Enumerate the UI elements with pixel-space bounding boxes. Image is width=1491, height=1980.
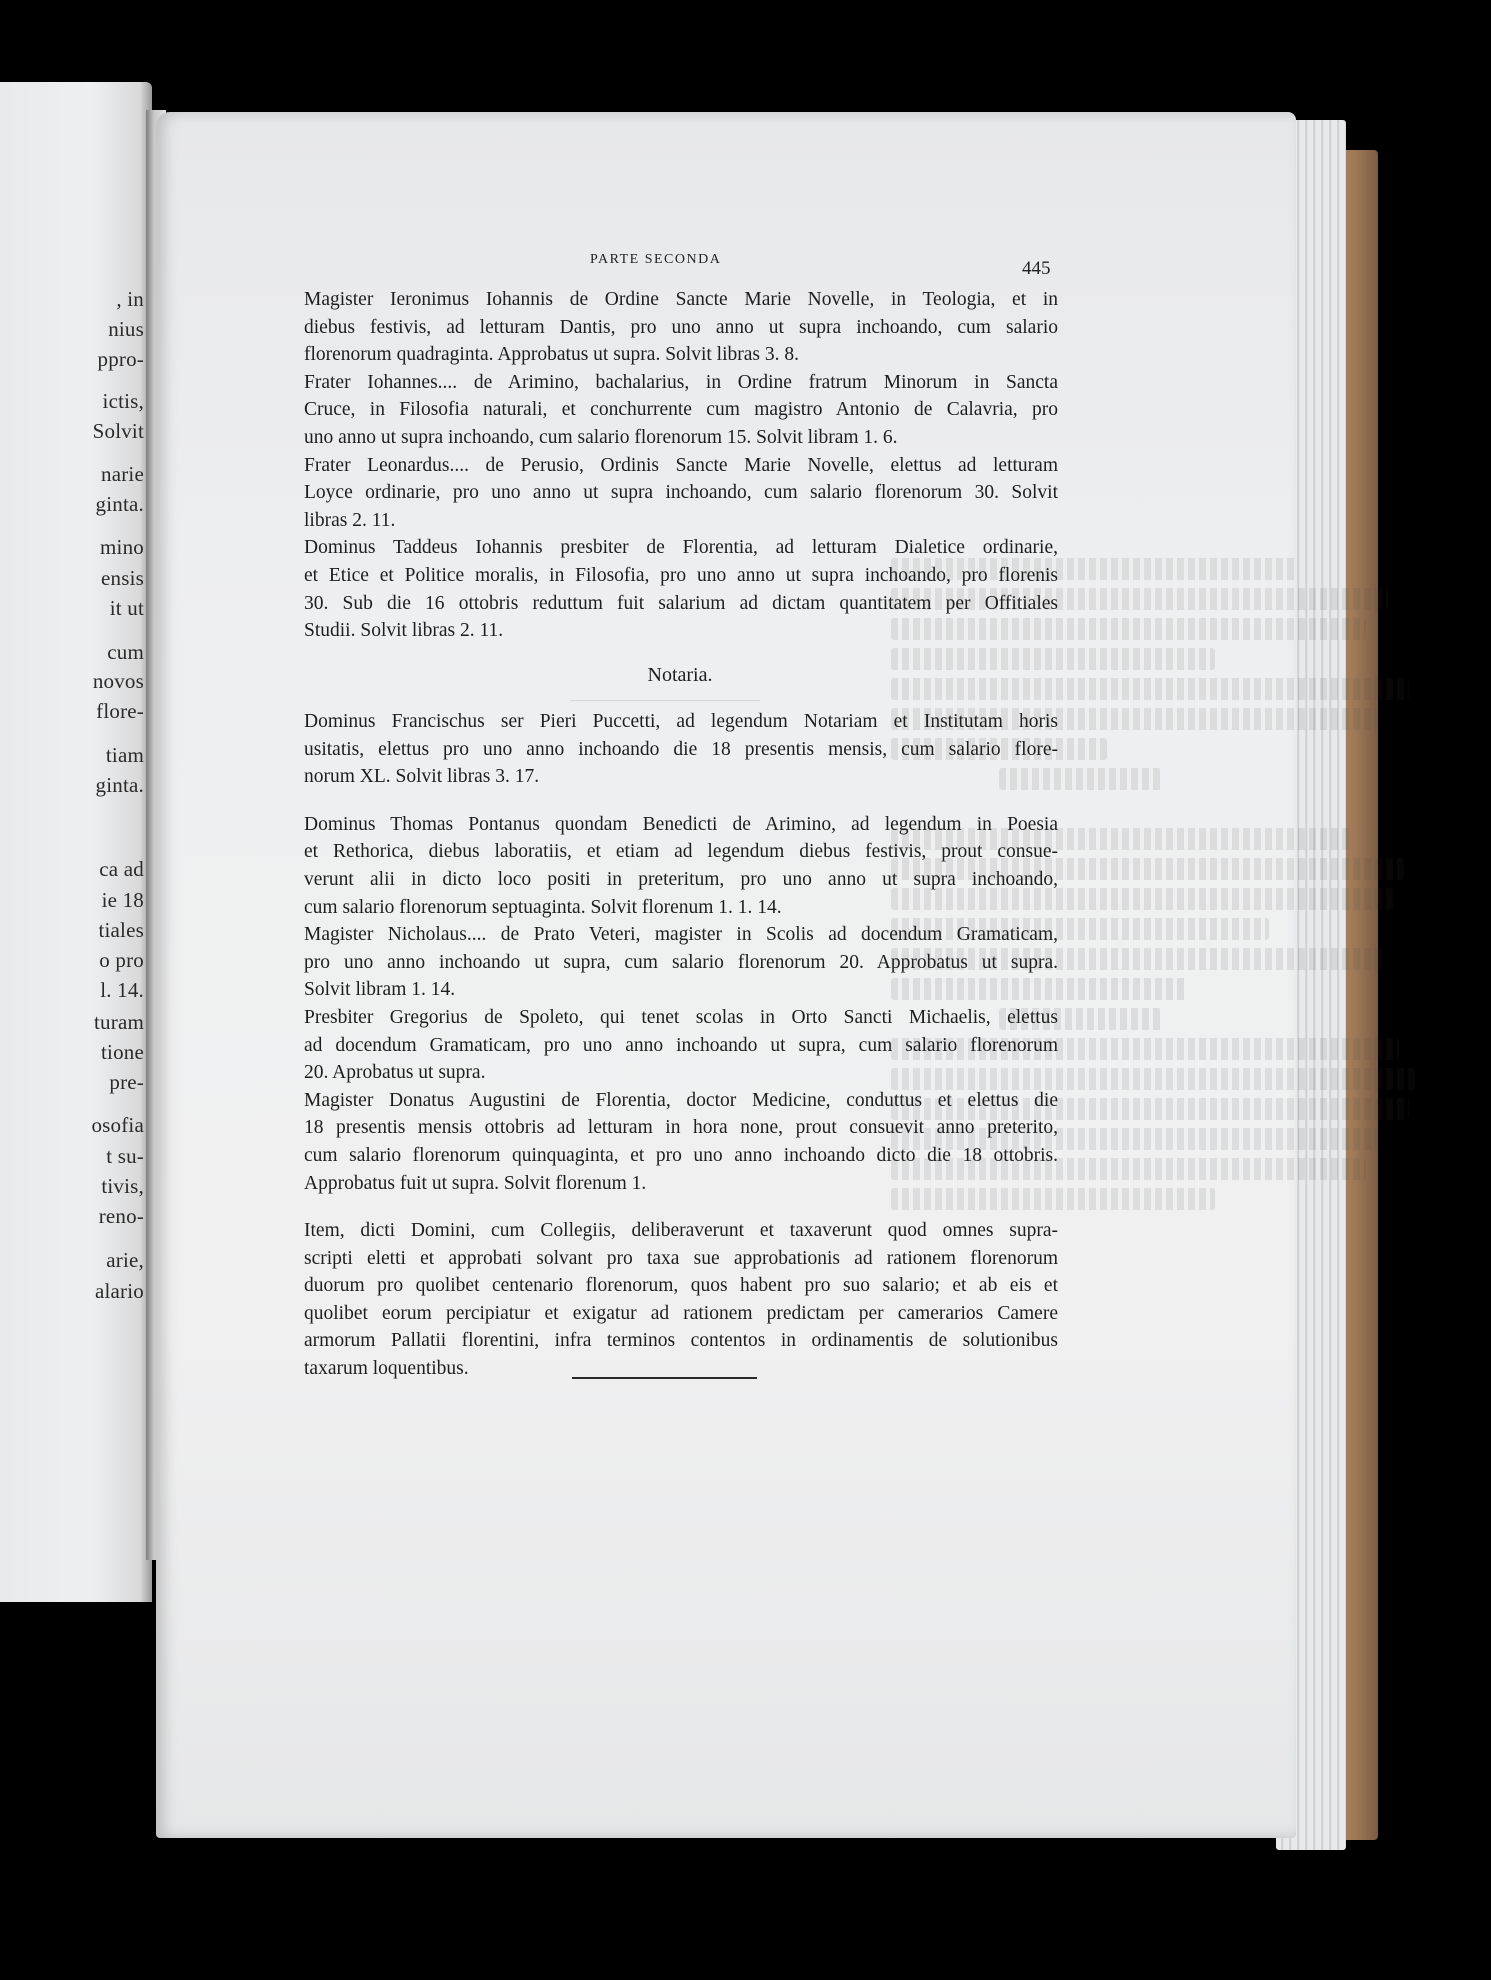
left-page-fragment: mino — [100, 535, 144, 559]
entry-paragraph — [304, 921, 1058, 1004]
text-line: duorum pro quolibet centenario florenorum, quos habent pro suo salario; et ab eis et — [304, 1275, 1058, 1297]
left-page-fragment: , in — [116, 287, 144, 311]
left-page — [0, 82, 152, 1602]
entries-bottom — [304, 708, 1058, 1383]
text-line: Dominus Francischus ser Pieri Puccetti, ad legendum Notariam et Institutam horis — [304, 711, 1058, 732]
text-line: Item, dicti Domini, cum Collegiis, deliberaverunt et taxaverunt quod omnes supra- — [304, 1220, 1058, 1242]
left-page-fragment: tivis, — [101, 1174, 144, 1198]
text-line: Magister Nicholaus.... de Prato Veteri, magister in Scolis ad docendum Gramaticam, — [304, 924, 1058, 946]
text-line: 20. Aprobatus ut supra. — [304, 1062, 486, 1084]
text-line: uno anno ut supra inchoando, cum salario florenorum 15. Solvit libram 1. 6. — [304, 426, 898, 448]
text-line: Dominus Taddeus Iohannis presbiter de Florentia, ad letturam Dialetice ordinarie, — [304, 537, 1058, 559]
text-line: Cruce, in Filosofia naturali, et conchurrente cum magistro Antonio de Calavria, pro — [304, 399, 1058, 421]
text-line: Studii. Solvit libras 2. 11. — [304, 620, 504, 642]
left-page-fragment: cum — [107, 640, 144, 664]
text-line: Frater Leonardus.... de Perusio, Ordinis Sancte Marie Novelle, elettus ad letturam — [304, 454, 1058, 476]
text-line: verunt alii in dicto loco positi in preteritum, pro uno anno ut supra inchoando, — [304, 868, 1058, 890]
left-page-fragment: ictis, — [102, 389, 144, 413]
text-line: florenorum quadraginta. Approbatus ut supra. Solvit libras 3. 8. — [304, 344, 800, 366]
text-line: 30. Sub die 16 ottobris reduttum fuit salarium ad dictam quantitatem per Offitiales — [304, 592, 1058, 614]
left-page-fragment: ginta. — [95, 773, 144, 797]
text-line: cum salario florenorum quinquaginta, et pro uno anno inchoando dicto die 18 ottobris. — [304, 1144, 1058, 1166]
left-page-fragment: arie, — [106, 1248, 144, 1272]
entry-paragraph — [304, 452, 1058, 535]
left-page-fragment: tiam — [105, 743, 144, 767]
text-line: taxarum loquentibus. — [304, 1358, 469, 1380]
entry-paragraph — [304, 369, 1058, 452]
section-heading: Notaria. — [647, 664, 713, 686]
entries-top — [304, 286, 1058, 645]
text-line: quolibet eorum percipiatur et exigatur ad rationem predictam per camerarios Camere — [304, 1302, 1058, 1324]
entry-paragraph — [304, 286, 1058, 369]
entry-paragraph — [304, 1004, 1058, 1087]
left-page-fragment: turam — [94, 1010, 144, 1034]
left-page-fragment: reno- — [98, 1204, 144, 1228]
left-page-fragment: novos — [92, 669, 144, 693]
text-line: usitatis, elettus pro uno anno inchoando die 18 presentis mensis, cum salario flore- — [304, 738, 1058, 760]
page-number: 445 — [1022, 258, 1051, 279]
left-page-fragment: osofia — [91, 1113, 144, 1137]
text-line: Magister Donatus Augustini de Florentia, doctor Medicine, conduttus et elettus die — [304, 1089, 1058, 1111]
section-rule — [570, 700, 760, 701]
left-page-fragment: ie 18 — [101, 888, 144, 912]
left-page-fragment: ensis — [101, 566, 144, 590]
text-line: diebus festivis, ad letturam Dantis, pro uno anno ut supra inchoando, cum salario — [304, 316, 1058, 338]
running-head: PARTE SECONDA — [590, 252, 722, 267]
left-page-fragment: it ut — [109, 596, 144, 620]
text-line: Presbiter Gregorius de Spoleto, qui tenet scolas in Orto Sancti Michaelis, elettus — [304, 1006, 1058, 1028]
text-line: scripti eletti et approbati solvant pro taxa sue approbationis ad rationem florenorum — [304, 1247, 1058, 1269]
left-page-fragment: Solvit — [92, 419, 144, 443]
left-page-fragment: ginta. — [95, 492, 144, 516]
text-line: libras 2. 11. — [304, 509, 396, 531]
left-page-fragment: ppro- — [97, 347, 144, 371]
left-page-fragment: t su- — [106, 1144, 144, 1168]
text-line: et Etice et Politice moralis, in Filosofia, pro uno anno ut supra inchoando, pro florenis — [304, 564, 1058, 586]
text-line: Approbatus fuit ut supra. Solvit florenum 1. — [304, 1172, 647, 1194]
left-page-fragment: pre- — [109, 1070, 144, 1094]
entry-paragraph — [304, 1217, 1058, 1383]
entry-paragraph — [304, 811, 1058, 921]
left-page-fragment: flore- — [96, 699, 144, 723]
entry-paragraph — [304, 534, 1058, 644]
left-page-fragment: tione — [101, 1040, 144, 1064]
text-line: et Rethorica, diebus laboratiis, et etiam ad legendum diebus festivis, prout consue- — [304, 841, 1058, 863]
left-page-fragment: l. 14. — [100, 978, 144, 1002]
left-page-fragment: o pro — [99, 948, 144, 972]
text-line: armorum Pallatii florentini, infra terminos contentos in ordinamentis de solutionibus — [304, 1330, 1058, 1352]
text-line: Loyce ordinarie, pro uno anno ut supra inchoando, cum salario florenorum 30. Solvit — [304, 482, 1058, 504]
entry-paragraph — [304, 1087, 1058, 1197]
text-line: 18 presentis mensis ottobris ad letturam in hora none, prout consuevit anno preterito, — [304, 1117, 1058, 1139]
text-line: pro uno anno inchoando ut supra, cum salario florenorum 20. Approbatus ut supra. — [304, 951, 1058, 973]
left-page-fragment: nius — [108, 317, 144, 341]
text-line: cum salario florenorum septuaginta. Solvit florenum 1. 1. 14. — [304, 896, 782, 918]
closing-rule — [572, 1377, 757, 1379]
text-line: Solvit libram 1. 14. — [304, 979, 456, 1001]
left-page-fragment: ca ad — [99, 857, 144, 881]
left-page-fragment: tiales — [98, 918, 144, 942]
text-line: Dominus Thomas Pontanus quondam Benedicti de Arimino, ad legendum in Poesia — [304, 813, 1058, 835]
text-line: norum XL. Solvit libras 3. 17. — [304, 766, 540, 788]
left-page-fragment: narie — [101, 462, 144, 486]
text-line: Frater Iohannes.... de Arimino, bachalarius, in Ordine fratrum Minorum in Sancta — [304, 371, 1058, 393]
left-page-fragment: alario — [94, 1279, 144, 1303]
text-line: Magister Ieronimus Iohannis de Ordine Sancte Marie Novelle, in Teologia, et in — [304, 289, 1058, 310]
entry-paragraph — [304, 708, 1058, 791]
text-line: ad docendum Gramaticam, pro uno anno inchoando ut supra, cum salario florenorum — [304, 1034, 1058, 1056]
